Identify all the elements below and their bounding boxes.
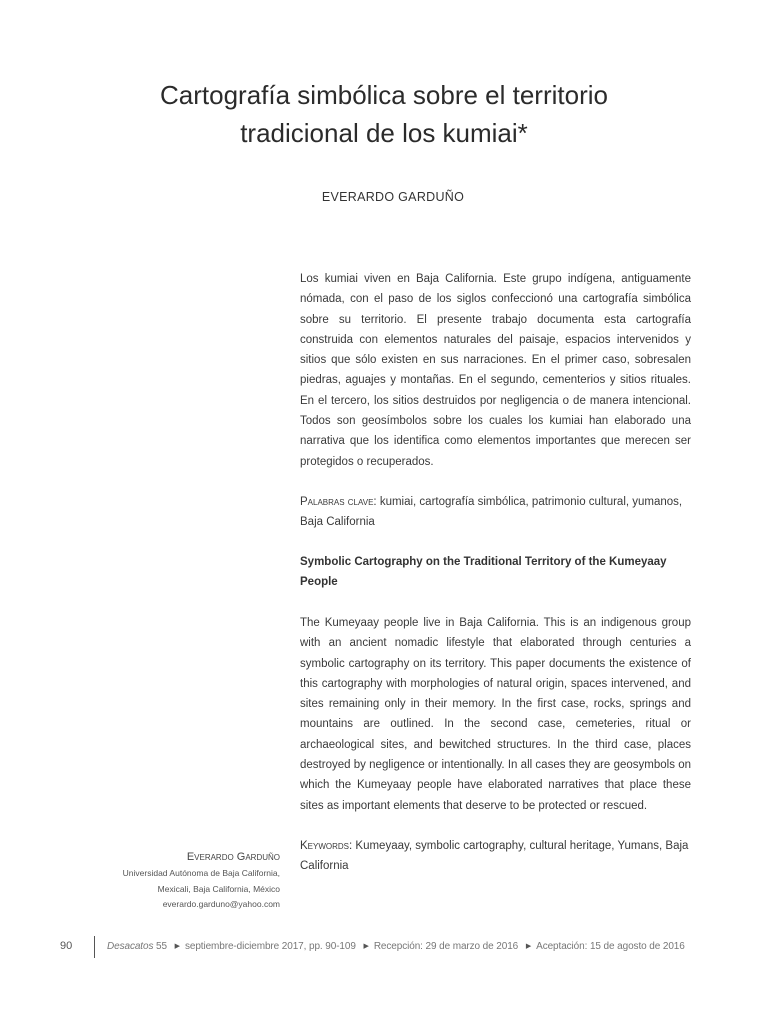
affiliation-location: Mexicali, Baja California, México (157, 883, 280, 894)
english-title: Symbolic Cartography on the Traditional Territory of the Kumeyaay People (300, 556, 667, 589)
keywords-spanish-label: Palabras clave: (300, 496, 377, 508)
keywords-english-label: Keywords: (300, 840, 353, 852)
keywords-spanish-text: kumiai, cartografía simbólica, patrimonio cultural, yumanos, Baja California (300, 496, 683, 529)
received-date: Recepción: 29 de marzo de 2016 (373, 941, 519, 952)
separator-arrow-icon: ▶ (363, 943, 369, 950)
footer-divider (94, 936, 95, 958)
issue-period: septiembre-diciembre 2017, pp. 90-109 (184, 941, 356, 952)
footer-citation (107, 941, 685, 952)
author-name: EVERARDO GARDUÑO (321, 190, 465, 204)
separator-arrow-icon: ▶ (525, 943, 532, 950)
abstract-spanish: Los kumiai viven en Baja California. Este grupo indígena, antiguamente nómada, con el paso de los siglos confeccionó una cartografía simbólica sobre su territorio. El presente trabajo documenta esta cartografía construida con elementos naturales del paisaje, espacios intervenidos y sitios que sólo existen en sus narraciones. En el primer caso, sobresalen piedras, aguajes y montañas. En el segundo, cementerios y sitios rituales. En el tercero, los sitios destruidos por negligencia o de manera intencional. Todos son geosímbolos sobre los cuales los kumiai han elaborado una narrativa que los identifica como elementos importantes que merecen ser protegidos o recuperados. (300, 273, 691, 468)
author-affiliation (40, 848, 280, 913)
separator-arrow-icon: ▶ (174, 943, 180, 950)
article-title (60, 76, 708, 152)
journal-name: Desacatos (107, 941, 154, 952)
journal-issue: 55 (156, 941, 167, 952)
affiliation-institution: Universidad Autónoma de Baja California, (122, 868, 280, 878)
keywords-spanish (300, 492, 691, 533)
page-footer (0, 936, 768, 962)
accepted-date: Aceptación: 15 de agosto de 2016 (536, 941, 685, 952)
article-title-line-1: Cartografía simbólica sobre el territorio (160, 80, 608, 110)
affiliation-author-name: Everardo Garduño (186, 851, 280, 863)
page-number: 90 (60, 940, 73, 952)
keywords-english (300, 836, 691, 877)
article-title-line-2: tradicional de los kumiai* (240, 118, 528, 148)
affiliation-email: everardo.garduno@yahoo.com (162, 899, 280, 909)
keywords-english-text: Kumeyaay, symbolic cartography, cultural heritage, Yumans, Baja California (300, 840, 689, 873)
abstract-english: The Kumeyaay people live in Baja California. This is an indigenous group with an ancient nomadic lifestyle that elaborated through centuries a symbolic cartography on its territory. This paper documents the existence of this cartography with morphologies of natural origin, spaces intervened, and sites remaining only in their memory. In the first case, rocks, springs and mountains are outlined. In the second case, cemeteries, ritual or archaeological sites, and bewitched structures. In the third case, places destroyed by negligence or intentionally. In all cases they are geosymbols on which the Kumeyaay people have elaborated narratives that place these sites as important elements that deserve to be protected or rescued. (300, 617, 691, 812)
